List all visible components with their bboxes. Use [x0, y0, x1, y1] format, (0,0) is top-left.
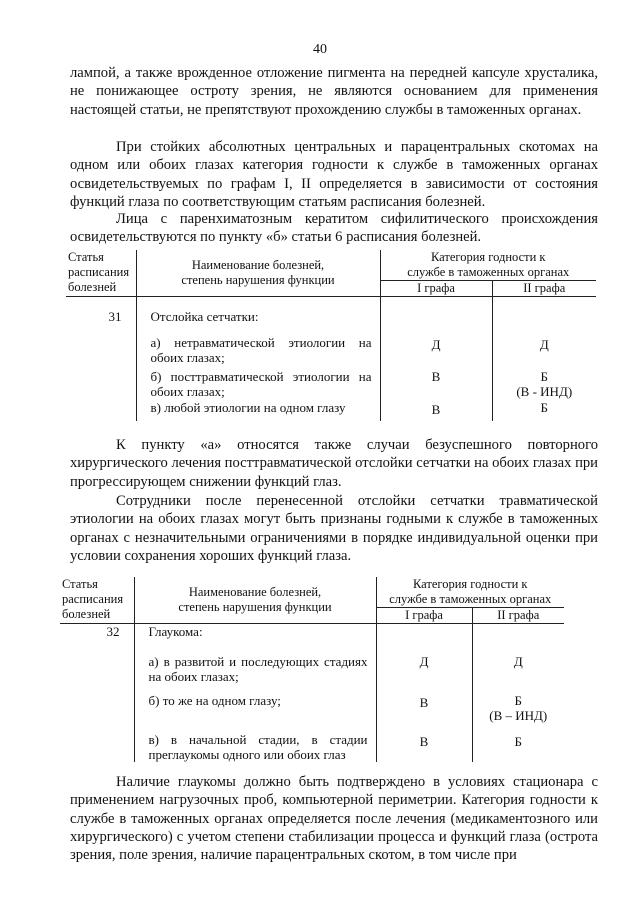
- header-article: Статья расписания болезней: [60, 577, 134, 624]
- page-number: 40: [313, 42, 327, 57]
- table-row-grade-1: Д: [376, 654, 472, 690]
- paragraph-point-a: К пункту «а» относятся также случаи безуспешного повторного хирургического лечения посттравматической отслойки сетчатки на обоих глазах при прогрессирующем снижении функций глаз.: [70, 437, 598, 490]
- table-row-grade-1: В: [376, 690, 472, 726]
- header-disease-name: Наименование болезней, степень нарушения функции: [136, 250, 380, 297]
- header-article: Статья расписания болезней: [66, 250, 136, 297]
- paragraph-keratitis: Лица с паренхиматозным кератитом сифилитического происхождения освидетельствуются по пункту «б» статьи 6 расписания болезней.: [70, 211, 598, 246]
- table-row-text: в) любой этиологии на одном глазу: [136, 399, 380, 421]
- paragraph-scotomas: При стойких абсолютных центральных и парацентральных скотомах на одном или обоих глазах категория годности к службе в таможенных органах освидетельствуемых по графам I, II определяется в зависимости от состояния функций глаза по соответствующим статьям расписания болезней.: [70, 139, 598, 210]
- paragraph-employees: Сотрудники после перенесенной отслойки сетчатки травматической этиологии на обоих глазах могут быть признаны годными к службе в таможенных органах с незначительными ограничениями в порядке индивидуальной оценки при условии сохранения хороших функций глаза.: [70, 493, 598, 564]
- disease-title: Глаукома:: [134, 624, 376, 654]
- disease-title: Отслойка сетчатки:: [136, 297, 380, 327]
- header-disease-name: Наименование болезней, степень нарушения функции: [134, 577, 376, 624]
- table-row-grade-1: Д: [380, 327, 492, 365]
- header-category: Категория годности к службе в таможенных органах: [380, 250, 596, 281]
- table-row-text: а) в развитой и последующих стадиях на обоих глазах;: [134, 654, 376, 690]
- table-row-text: в) в начальной стадии, в стадии преглаукомы одного или обоих глаз: [134, 726, 376, 762]
- table-row-grade-2: Д: [492, 327, 596, 365]
- header-col-2: II графа: [472, 608, 564, 624]
- diseases-table-article-31: [66, 250, 596, 421]
- table-row-grade-2: Б (В – ИНД): [472, 690, 564, 726]
- table-row-grade-2: Б (В - ИНД): [492, 365, 596, 399]
- article-number: 32: [106, 624, 120, 639]
- table-row-text: а) нетравматической этиологии на обоих глазах;: [136, 327, 380, 365]
- table-row-grade-2: Б: [472, 726, 564, 762]
- header-category: Категория годности к службе в таможенных органах: [376, 577, 564, 608]
- table-row-grade-2: Д: [472, 654, 564, 690]
- diseases-table-article-32: [60, 577, 564, 762]
- header-col-1: I графа: [376, 608, 472, 624]
- table-row-grade-1: В: [380, 365, 492, 399]
- header-col-1: I графа: [380, 281, 492, 297]
- table-row-grade-2: Б: [492, 399, 596, 421]
- article-number: 31: [108, 309, 122, 324]
- paragraph-glaucoma: Наличие глаукомы должно быть подтверждено в условиях стационара с применением нагрузочных проб, компьютерной периметрии. Категория годности к службе в таможенных органах определяется после лечения (медикаментозного или хирургического) с учетом степени стабилизации процесса и функций глаза (острота зрения, поле зрения, наличие парацентральных скотом, в том числе при: [70, 774, 598, 864]
- header-col-2: II графа: [492, 281, 596, 297]
- table-row-text: б) то же на одном глазу;: [134, 690, 376, 726]
- table-row-grade-1: В: [380, 399, 492, 421]
- table-row-grade-1: В: [376, 726, 472, 762]
- paragraph-lens-pigment: лампой, а также врожденное отложение пигмента на передней капсуле хрусталика, не понижающее остроту зрения, не являются основанием для применения настоящей статьи, не препятствуют прохождению службы в таможенных органах.: [70, 65, 598, 118]
- table-row-text: б) посттравматической этиологии на обоих глазах;: [136, 365, 380, 399]
